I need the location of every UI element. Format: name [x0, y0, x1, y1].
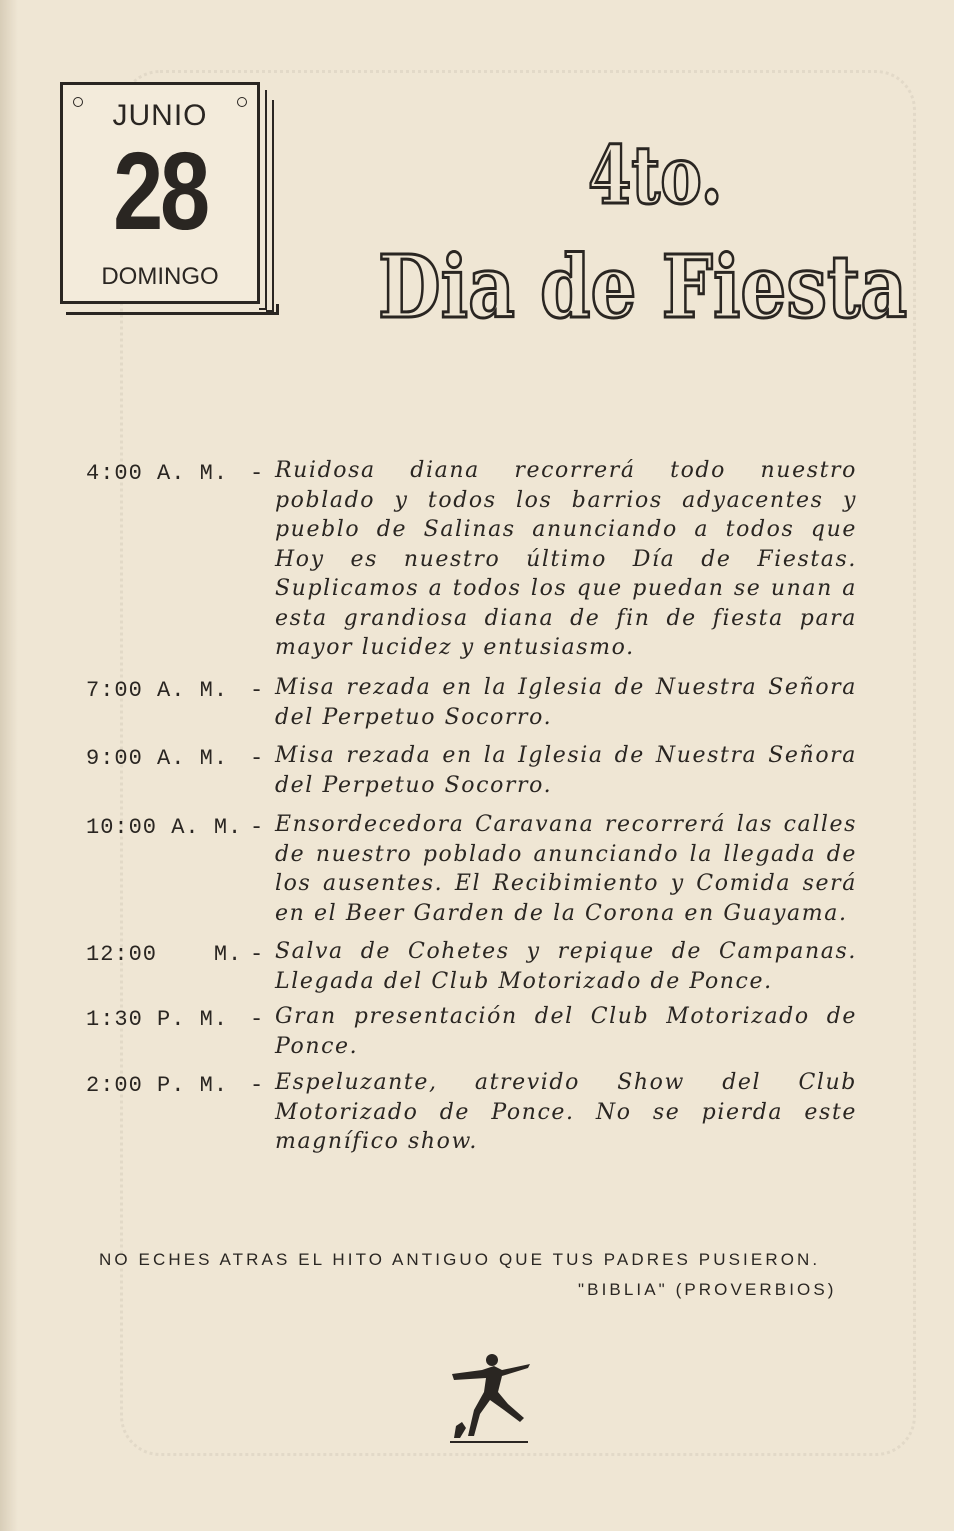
title-ordinal: 4to.: [588, 128, 723, 222]
calendar-day: 28: [113, 130, 207, 253]
entry-description: Gran presentación del Club Motorizado de Ponce.: [275, 1004, 857, 1059]
calendar-weekday: DOMINGO: [101, 263, 219, 290]
entry-dash: -: [250, 746, 264, 771]
entry-time: 4:00 A. M.: [86, 461, 229, 486]
entry-time: 12:00 M.: [86, 942, 243, 967]
entry-description: Ruidosa diana recorrerá todo nuestro poblado y todos los barrios adyacentes y pueblo de Salinas anunciando a todos que Hoy es nuestro último Día de Fiestas. Suplicamos a todos los que puedan se unan a esta grandiosa diana de fin de fiesta para mayor lucidez y entusiasmo.: [275, 458, 857, 660]
entry-time: 7:00 A. M.: [86, 678, 229, 703]
entry-dash: -: [250, 461, 264, 486]
entry-time: 2:00 P. M.: [86, 1073, 229, 1098]
proverb-quote: NO ECHES ATRAS EL HITO ANTIGUO QUE TUS PADRES PUSIERON.: [99, 1250, 821, 1269]
entry-dash: -: [250, 1073, 264, 1098]
calendar-page-stack: [266, 100, 274, 312]
page-edge: [0, 0, 18, 1531]
calendar-page-stack: [66, 304, 279, 315]
calendar-month: JUNIO: [112, 99, 208, 132]
entry-description: Misa rezada en la Iglesia de Nuestra Señora del Perpetuo Socorro.: [275, 675, 857, 730]
entry-dash: -: [250, 678, 264, 703]
entry-time: 1:30 P. M.: [86, 1007, 229, 1032]
entry-description: Ensordecedora Caravana recorrerá las calles de nuestro poblado anunciando la llegada de los ausentes. El Recibimiento y Comida será en el Beer Garden de la Corona en Guayama.: [275, 812, 857, 926]
entry-time: 9:00 A. M.: [86, 746, 229, 771]
entry-description: Misa rezada en la Iglesia de Nuestra Señora del Perpetuo Socorro.: [275, 743, 857, 798]
proverb-source: "BIBLIA" (PROVERBIOS): [578, 1280, 837, 1299]
entry-dash: -: [250, 1007, 264, 1032]
entry-description: Salva de Cohetes y repique de Campanas. Llegada del Club Motorizado de Ponce.: [275, 939, 857, 994]
entry-time: 10:00 A. M.: [86, 815, 243, 840]
entry-description: Espeluzante, atrevido Show del Club Motorizado de Ponce. No se pierda este magnífico show.: [275, 1070, 857, 1154]
entry-dash: -: [250, 942, 264, 967]
entry-dash: -: [250, 815, 264, 840]
page-title: Dia de Fiesta: [378, 237, 908, 338]
calendar-date-badge: [60, 82, 260, 304]
skater-icon: [442, 1352, 534, 1448]
